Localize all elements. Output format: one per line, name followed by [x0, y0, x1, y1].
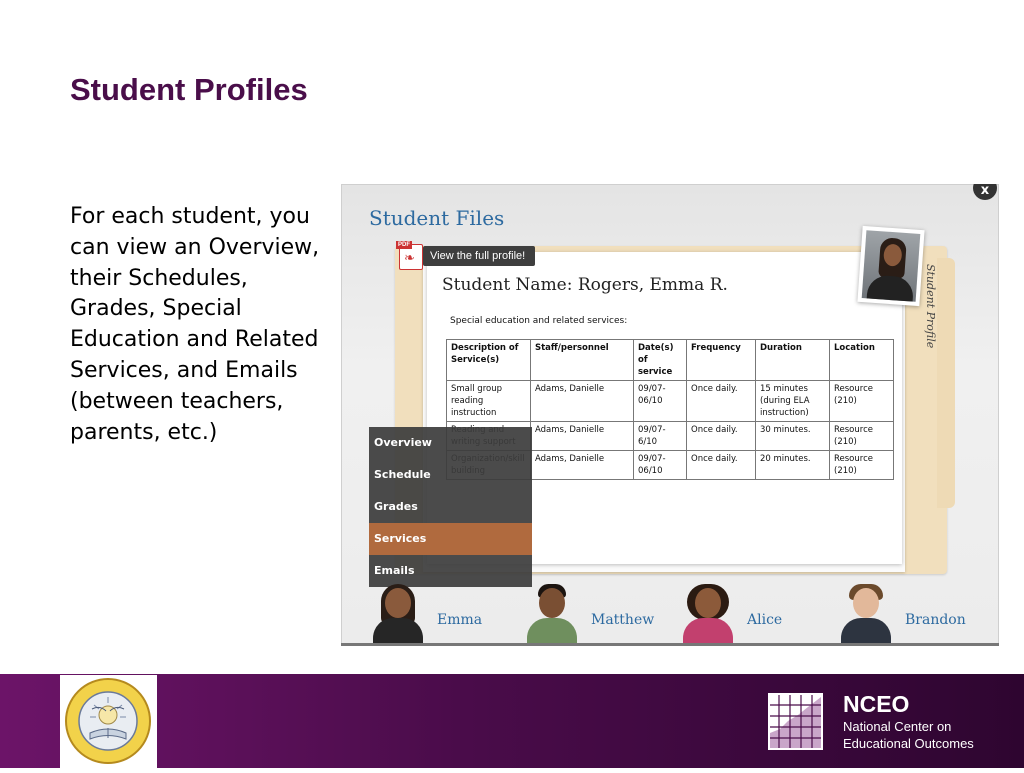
student-alice-avatar [681, 584, 735, 646]
student-name-label: Emma [437, 612, 483, 628]
table-row [447, 381, 894, 422]
acrobat-glyph-icon: ❧ [404, 250, 415, 265]
column-header: Duration [756, 340, 830, 381]
student-files-screenshot [341, 184, 999, 646]
column-header: Date(s) of service [634, 340, 687, 381]
column-header: Location [830, 340, 894, 381]
table-cell: 20 minutes. [756, 451, 830, 480]
alabama-seal-logo [60, 675, 157, 768]
folder-tab [937, 258, 955, 508]
student-matthew-avatar [525, 584, 579, 646]
student-name-label: Brandon [905, 612, 966, 628]
table-cell: 09/07-6/10 [634, 422, 687, 451]
close-button[interactable]: x [973, 184, 997, 200]
table-cell: Small group reading instruction [447, 381, 531, 422]
student-selector [341, 576, 999, 646]
table-cell: Once daily. [687, 381, 756, 422]
nceo-subtitle [843, 718, 974, 752]
student-profile-side-label: Student Profile [924, 264, 937, 349]
table-cell: Resource (210) [830, 422, 894, 451]
table-header-row [447, 340, 894, 381]
nceo-subtitle-line: National Center on [843, 719, 952, 734]
view-full-profile-link[interactable]: View the full profile! [423, 246, 535, 266]
table-cell: Resource (210) [830, 381, 894, 422]
menu-item-grades[interactable]: Grades [374, 500, 418, 513]
seal-icon [60, 675, 157, 768]
panel-border [341, 643, 999, 646]
table-cell: 30 minutes. [756, 422, 830, 451]
menu-item-schedule[interactable]: Schedule [374, 468, 431, 481]
services-caption: Special education and related services: [450, 316, 628, 326]
table-cell: Adams, Danielle [531, 451, 634, 480]
table-cell: Adams, Danielle [531, 422, 634, 451]
student-portrait [862, 230, 921, 302]
table-cell: Once daily. [687, 422, 756, 451]
profile-menu [369, 427, 532, 587]
pdf-icon[interactable] [399, 244, 423, 270]
slide-body-text: For each student, you can view an Overview, their Schedules, Grades, Special Education and Related Services, and Emails (between teachers, parents, etc.) [70, 204, 320, 445]
column-header: Frequency [687, 340, 756, 381]
menu-item-services[interactable]: Services [369, 523, 532, 555]
column-header: Description of Service(s) [447, 340, 531, 381]
student-brandon-avatar [839, 584, 893, 646]
table-cell: Adams, Danielle [531, 381, 634, 422]
slide-title: Student Profiles [70, 72, 308, 107]
table-cell: Resource (210) [830, 451, 894, 480]
student-name-heading: Student Name: Rogers, Emma R. [442, 275, 728, 295]
nceo-logo-icon [768, 693, 823, 750]
student-emma-avatar [371, 584, 425, 646]
table-cell: 09/07-06/10 [634, 451, 687, 480]
nceo-subtitle-line: Educational Outcomes [843, 736, 974, 751]
table-cell: Once daily. [687, 451, 756, 480]
table-cell: 09/07-06/10 [634, 381, 687, 422]
column-header: Staff/personnel [531, 340, 634, 381]
pdf-badge: PDF [398, 242, 410, 248]
table-cell: 15 minutes (during ELA instruction) [756, 381, 830, 422]
student-photo [857, 226, 924, 306]
student-files-title: Student Files [369, 206, 505, 230]
menu-item-emails[interactable]: Emails [374, 564, 415, 577]
menu-item-overview[interactable]: Overview [374, 436, 432, 449]
nceo-logo-text: NCEO [843, 691, 910, 717]
student-name-label: Matthew [591, 612, 655, 628]
student-name-label: Alice [747, 612, 783, 628]
